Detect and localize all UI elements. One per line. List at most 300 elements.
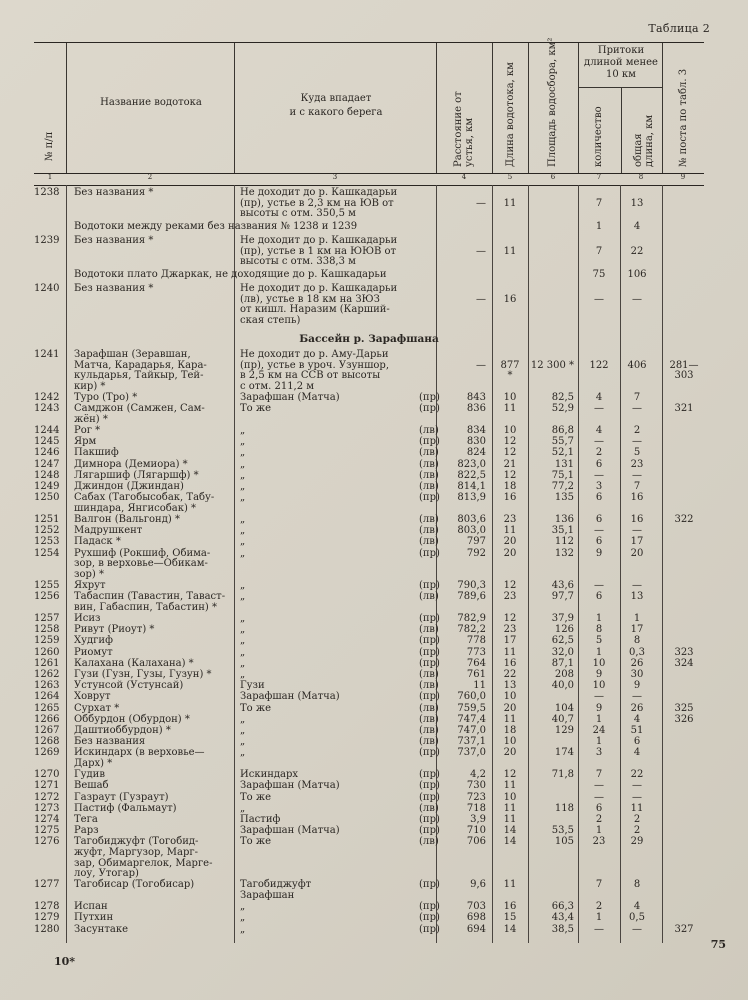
cell-length: 877 * [500, 359, 520, 382]
cell-name [74, 925, 234, 936]
cell-distance: 759,5 [457, 702, 486, 714]
cell-destination-line: Гузи [240, 680, 265, 692]
cell-bank: (пр) [419, 403, 440, 415]
cell-name [74, 236, 234, 247]
cell-name-line: Ярм [74, 436, 97, 448]
cell-destination-line: „ [240, 580, 246, 591]
cell-destination-line: „ [240, 514, 246, 525]
cell-distance: 803,0 [457, 525, 486, 537]
cell-count: 9 [595, 547, 603, 559]
cell-number: 1243 [34, 403, 60, 415]
cell-total-length: 26 [630, 657, 644, 669]
cell-number: 1279 [34, 912, 60, 924]
cell-length: 23 [503, 624, 517, 636]
cell-length: 20 [503, 536, 517, 548]
cell-number: 1269 [34, 747, 60, 759]
cell-post: 325 [674, 702, 694, 714]
cell-bank: (пр) [419, 646, 440, 658]
cell-bank: (лв) [419, 481, 439, 492]
cell-bank: (лв) [419, 458, 439, 470]
cell-total-length: — [632, 923, 642, 935]
cell-length: 22 [503, 669, 517, 680]
cell-name-line: Оббурдон (Обурдон) * [74, 713, 190, 725]
table-header [34, 37, 704, 174]
cell-destination-line: Искиндарх [240, 769, 299, 781]
cell-count: 6 [595, 591, 603, 603]
cell-number: 1256 [34, 591, 60, 603]
cell-length: 10 [503, 425, 517, 436]
cell-destination-line: То же [240, 791, 271, 803]
cell-length: 17 [503, 635, 517, 647]
cell-name [74, 681, 234, 692]
cell-total-length: — [632, 791, 642, 803]
cell-number: 1267 [34, 725, 60, 736]
cell-total-length: — [632, 525, 642, 537]
cell-area: 37,9 [551, 613, 574, 624]
cell-destination-line: „ [240, 613, 246, 624]
cell-total-length: 30 [630, 669, 644, 680]
cell-destination-line: в 2,5 км на ССВ от высоты [240, 370, 381, 382]
cell-total-length: 6 [633, 736, 641, 748]
col-divider [66, 185, 67, 943]
cell-length: 16 [503, 492, 517, 504]
cell-name [74, 837, 234, 879]
cell-count: 9 [595, 669, 603, 680]
cell-name [74, 448, 234, 459]
cell-bank: (пр) [419, 791, 440, 803]
cell-name-line: Рог * [74, 425, 101, 436]
cell-name [74, 471, 234, 482]
cell-name [74, 793, 234, 804]
cell-destination-line: „ [240, 447, 246, 459]
cell-destination-line: (лв), устье в 18 км на ЗЮЗ [240, 293, 380, 305]
cell-distance: 723 [466, 791, 486, 803]
header-col-2 [66, 43, 235, 173]
col-num: 6 [550, 173, 556, 181]
cell-name-line: Риомут [74, 646, 113, 658]
cell-destination-line: „ [240, 635, 246, 647]
cell-number: 1272 [34, 791, 60, 803]
page-number: 75 [710, 938, 726, 951]
cell-length: 14 [503, 825, 517, 837]
cell-count: — [594, 403, 604, 415]
cell-area: 40,7 [551, 713, 574, 725]
cell-count: — [594, 923, 604, 935]
cell-area: 62,5 [551, 635, 574, 647]
cell-destination-line: „ [240, 436, 246, 448]
cell-length: 16 [503, 293, 517, 305]
cell-number: 1273 [34, 802, 60, 814]
cell-total-length: 7 [633, 481, 641, 492]
cell-distance: 803,6 [457, 514, 486, 525]
cell-total-length: 29 [630, 836, 644, 848]
cell-area: 40,0 [551, 680, 574, 692]
cell-name-line: Туро (Тро) * [74, 392, 138, 403]
cell-bank: (пр) [419, 635, 440, 647]
cell-destination-line: „ [240, 547, 246, 559]
cell-bank: (лв) [419, 536, 439, 548]
table-body [34, 185, 704, 943]
cell-area: 66,3 [551, 901, 574, 913]
cell-destination-line: Зарафшан (Матча) [240, 691, 340, 703]
cell-distance: 789,6 [457, 591, 486, 603]
cell-name-line: Устунсой (Устунсай) [74, 680, 184, 692]
cell-count: 1 [595, 912, 603, 924]
cell-count: 10 [592, 657, 606, 669]
cell-name [74, 404, 234, 425]
cell-destination-line: Не доходит до р. Кашкадарьи [240, 187, 398, 198]
col-num: 4 [461, 173, 467, 181]
cell-distance: 747,0 [457, 725, 486, 736]
cell-name [74, 636, 234, 647]
cell-distance: 730 [466, 780, 486, 792]
cell-destination-line: высоты с отм. 338,3 м [240, 256, 356, 268]
cell-name [74, 659, 234, 670]
cell-count: 2 [595, 814, 603, 825]
cell-destination-line: „ [240, 912, 246, 924]
cell-area: 43,6 [551, 580, 574, 591]
cell-distance: 698 [466, 912, 486, 924]
cell-count: 75 [592, 269, 606, 281]
cell-name [74, 393, 234, 404]
cell-count: 1 [595, 825, 603, 837]
cell-distance: 4,2 [470, 769, 486, 781]
cell-destination-line: от кишл. Наразим (Карший- [240, 304, 390, 316]
cell-number: 1253 [34, 536, 60, 548]
cell-name-line: вин, Габаспин, Табастин) * [74, 601, 217, 613]
cell-destination-line: „ [240, 669, 246, 680]
cell-count: 6 [595, 802, 603, 814]
cell-count: — [594, 525, 604, 537]
cell-name [74, 625, 234, 636]
col-divider [578, 185, 579, 943]
cell-total-length: 17 [630, 536, 644, 548]
cell-area: 105 [554, 836, 574, 848]
cell-count: — [594, 791, 604, 803]
cell-name-line: Табаспин (Тавастин, Таваст- [74, 591, 226, 603]
header-total-length: общая длина, км [633, 114, 655, 167]
cell-destination-line: Пастиф [240, 814, 281, 825]
cell-number: 1255 [34, 580, 60, 591]
cell-name-line: Сурхат * [74, 702, 120, 714]
cell-length: 18 [503, 481, 517, 492]
cell-name-line: кир) * [74, 380, 106, 392]
cell-number: 1275 [34, 825, 60, 837]
cell-count: 1 [595, 613, 603, 624]
cell-destination [240, 350, 450, 392]
cell-name-line: Пастиф (Фальмаут) [74, 802, 177, 814]
cell-name-line: жуфт, Маргузор, Марг- [74, 846, 198, 858]
cell-distance: 737,0 [457, 747, 486, 759]
cell-length: 20 [503, 547, 517, 559]
cell-name-line: Без названия * [74, 235, 154, 246]
cell-length: 11 [503, 780, 517, 792]
cell-total-length: — [632, 691, 642, 703]
cell-number: 1251 [34, 514, 60, 525]
cell-total-length: 16 [630, 492, 644, 504]
cell-number: 1264 [34, 691, 60, 703]
cell-name-line: Худгиф [74, 635, 113, 647]
cell-total-length: 16 [630, 514, 644, 525]
cell-length: 13 [503, 680, 517, 692]
header-col-5 [492, 43, 529, 173]
cell-number: 1268 [34, 736, 60, 748]
header-post: № поста по табл. 3 [678, 68, 689, 167]
cell-distance: 9,6 [470, 879, 486, 891]
cell-destination [240, 284, 450, 326]
cell-name [74, 670, 234, 681]
cell-name [74, 826, 234, 837]
cell-length: 23 [503, 591, 517, 603]
cell-name [74, 770, 234, 781]
cell-destination-line: „ [240, 646, 246, 658]
cell-distance: 834 [466, 425, 486, 436]
cell-total-length: 13 [630, 197, 644, 209]
cell-number: 1245 [34, 436, 60, 448]
cell-count: — [594, 691, 604, 703]
cell-name [74, 781, 234, 792]
cell-name-line: Искиндарх (в верховье— [74, 747, 205, 759]
column-numbers [34, 172, 704, 186]
cell-count: 6 [595, 536, 603, 548]
header-tributaries: Притоки длиной менее 10 км [579, 45, 663, 88]
cell-length: 12 [503, 447, 517, 459]
cell-name [74, 482, 234, 493]
cell-length: 21 [503, 458, 517, 470]
cell-name-line: кульдарья, Тайкыр, Тей- [74, 370, 204, 382]
cell-total-length: 7 [633, 392, 641, 403]
cell-number: 1277 [34, 879, 60, 891]
cell-count: 122 [589, 359, 609, 371]
cell-total-length: — [632, 469, 642, 481]
cell-number: 1244 [34, 425, 60, 436]
cell-area: 87,1 [551, 657, 574, 669]
cell-count: 24 [592, 725, 606, 736]
cell-length: 20 [503, 747, 517, 759]
cell-area: 82,5 [551, 392, 574, 403]
cell-name [74, 426, 234, 437]
cell-name [74, 880, 234, 891]
cell-name-line: Испан [74, 901, 108, 913]
cell-number: 1280 [34, 923, 60, 935]
cell-name-line: Засунтаке [74, 923, 129, 935]
cell-count: 2 [595, 447, 603, 459]
cell-name-line: Калахана (Калахана) * [74, 657, 194, 669]
cell-number: 1239 [34, 235, 60, 246]
cell-total-length: 2 [633, 814, 641, 825]
cell-name-line: Без названия [74, 736, 146, 748]
cell-destination-line: „ [240, 747, 246, 759]
cell-name [74, 748, 234, 769]
cell-distance: 3,9 [470, 814, 486, 825]
cell-number: 1265 [34, 702, 60, 714]
cell-destination-line: „ [240, 425, 246, 436]
cell-destination-line: „ [240, 713, 246, 725]
cell-area: 136 [554, 514, 574, 525]
header-col-4 [436, 43, 493, 173]
cell-name-line: Рарз [74, 825, 99, 837]
cell-bank: (лв) [419, 802, 439, 814]
cell-distance: 11 [473, 680, 486, 692]
cell-length: 11 [503, 814, 517, 825]
cell-area: 126 [554, 624, 574, 636]
col-divider [662, 185, 663, 943]
cell-name [74, 715, 234, 726]
cell-bank: (пр) [419, 492, 440, 504]
cell-length: 15 [503, 912, 517, 924]
cell-name-line: Вешаб [74, 780, 109, 792]
cell-number: 1262 [34, 669, 60, 680]
cell-bank: (лв) [419, 836, 439, 848]
cell-length: 16 [503, 657, 517, 669]
cell-name-line: Без названия * [74, 187, 154, 198]
header-count: количество [593, 106, 604, 167]
cell-total-length: 13 [630, 591, 644, 603]
cell-distance: — [476, 245, 486, 257]
cell-bank: (пр) [419, 879, 440, 891]
cell-area: 55,7 [551, 436, 574, 448]
cell-area: 135 [554, 492, 574, 504]
cell-distance: 703 [466, 901, 486, 913]
cell-post: 323 [674, 646, 694, 658]
col-num: 2 [147, 173, 153, 181]
cell-post: 321 [674, 403, 694, 415]
cell-destination-line: (пр), устье в уроч. Узуншор, [240, 359, 389, 371]
cell-bank: (пр) [419, 814, 440, 825]
cell-total-length: 4 [633, 901, 641, 913]
cell-distance: 792 [466, 547, 486, 559]
cell-area: 12 300 * [530, 359, 574, 371]
cell-area: 97,7 [551, 591, 574, 603]
header-length: Длина водотока, км [505, 62, 516, 167]
cell-name-line: зор) * [74, 568, 104, 580]
cell-distance: 761 [466, 669, 486, 680]
cell-name-line: Пакшиф [74, 447, 119, 459]
cell-distance: 747,4 [457, 713, 486, 725]
cell-count: 5 [595, 635, 603, 647]
cell-length: 10 [503, 791, 517, 803]
cell-name-line: Зарафшан (Зеравшан, [74, 349, 191, 360]
cell-length: 12 [503, 580, 517, 591]
cell-bank: (пр) [419, 580, 440, 591]
cell-area: 32,0 [551, 646, 574, 658]
cell-length: 10 [503, 691, 517, 703]
cell-post: 326 [674, 713, 694, 725]
col-num: 1 [47, 173, 53, 181]
cell-name-line: Джиндон (Джиндан) [74, 481, 184, 492]
cell-bank: (лв) [419, 425, 439, 436]
cell-total-length: 4 [633, 713, 641, 725]
cell-total-length: 5 [633, 447, 641, 459]
cell-count: 3 [595, 747, 603, 759]
cell-name-line: Тега [74, 814, 98, 825]
cell-name-line: жён) * [74, 413, 108, 425]
cell-total-length: 20 [630, 547, 644, 559]
cell-destination-line: То же [240, 836, 271, 848]
cell-number: 1249 [34, 481, 60, 492]
cell-destination-line: Зарафшан (Матча) [240, 780, 340, 792]
cell-area: 131 [554, 458, 574, 470]
cell-distance: — [476, 293, 486, 305]
cell-destination-line: ская степь) [240, 314, 301, 326]
header-sub-divider [621, 87, 622, 173]
cell-area: 174 [554, 747, 574, 759]
cell-name-line: зар, Обимаргелок, Марге- [74, 857, 213, 869]
cell-destination-line: „ [240, 736, 246, 748]
cell-total-length: — [632, 403, 642, 415]
cell-bank: (лв) [419, 591, 439, 603]
cell-name-line: Лягаршиф (Лягаршф) * [74, 469, 199, 481]
cell-total-length: 0,5 [629, 912, 645, 924]
col-num: 7 [596, 173, 602, 181]
cell-name-line: Гузи (Гузн, Гузы, Гузун) * [74, 669, 212, 680]
cell-bank: (лв) [419, 702, 439, 714]
cell-bank: (лв) [419, 713, 439, 725]
cell-bank: (пр) [419, 392, 440, 403]
cell-destination-line: „ [240, 536, 246, 548]
cell-destination-line: (пр), устье в 1 км на ЮЮВ от [240, 245, 397, 257]
cell-area: 75,1 [551, 469, 574, 481]
cell-distance: 822,5 [457, 469, 486, 481]
cell-area: 77,2 [551, 481, 574, 492]
cell-name-line: Димнора (Демиора) * [74, 458, 188, 470]
col-num: 8 [638, 173, 644, 181]
header-dest-line2: и с какого берега [289, 107, 383, 118]
cell-name-line: Матча, Карадарья, Кара- [74, 359, 207, 371]
cell-count: — [594, 580, 604, 591]
cell-count: 7 [595, 245, 603, 257]
cell-length: 11 [503, 197, 517, 209]
cell-area: 38,5 [551, 923, 574, 935]
cell-total-length: 106 [627, 269, 647, 281]
signature-mark: 10* [54, 955, 76, 968]
cell-number: 1246 [34, 447, 60, 459]
cell-bank: (лв) [419, 680, 439, 692]
cell-number: 1271 [34, 780, 60, 792]
cell-total-length: 22 [630, 245, 644, 257]
cell-count: 9 [595, 702, 603, 714]
cell-destination-line: „ [240, 469, 246, 481]
cell-destination-line: Не доходит до р. Аму-Дарьи [240, 349, 389, 360]
cell-number: 1252 [34, 525, 60, 537]
cell-count: 1 [595, 736, 603, 748]
cell-number: 1242 [34, 392, 60, 403]
cell-destination-line: „ [240, 901, 246, 913]
cell-name [74, 526, 234, 537]
header-col-9 [662, 43, 705, 173]
cell-bank: (пр) [419, 691, 440, 703]
cell-length: 10 [503, 392, 517, 403]
cell-length: 12 [503, 769, 517, 781]
cell-name-line: Без названия * [74, 283, 154, 294]
cell-name [74, 188, 234, 199]
cell-name [74, 726, 234, 737]
cell-number: 1254 [34, 547, 60, 559]
cell-bank: (пр) [419, 547, 440, 559]
col-num: 9 [680, 173, 686, 181]
cell-name [74, 804, 234, 815]
cell-count: 8 [595, 624, 603, 636]
cell-destination-line: „ [240, 802, 246, 814]
cell-destination-line: высоты с отм. 350,5 м [240, 208, 356, 220]
cell-destination-line: (пр), устье в 2,3 км на ЮВ от [240, 197, 394, 209]
cell-destination [240, 188, 450, 220]
cell-name [74, 437, 234, 448]
cell-total-length: — [632, 436, 642, 448]
cell-area: 43,4 [551, 912, 574, 924]
cell-bank: (лв) [419, 525, 439, 537]
cell-count: 1 [595, 646, 603, 658]
